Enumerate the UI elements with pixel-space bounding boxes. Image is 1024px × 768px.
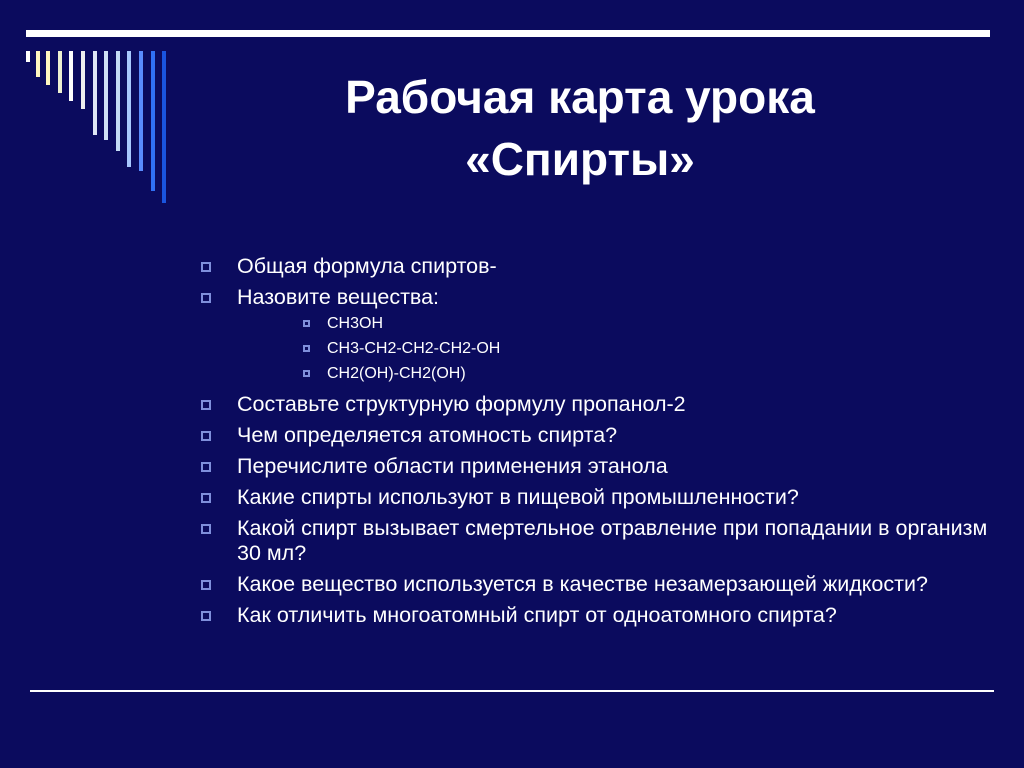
list-item xyxy=(200,285,990,310)
square-bullet-icon xyxy=(201,293,211,303)
square-bullet-icon xyxy=(201,431,211,441)
sub-list-item-text: CH3OH xyxy=(327,315,384,332)
square-bullet-icon xyxy=(201,262,211,272)
list-item-text: Какое вещество используется в качестве незамерзающей жидкости? xyxy=(237,572,928,596)
bottom-rule xyxy=(30,690,994,692)
list-item xyxy=(200,254,990,279)
list-item xyxy=(200,423,990,448)
stripe xyxy=(139,51,143,171)
square-bullet-icon xyxy=(201,462,211,472)
slide-title-line-1: Рабочая карта урока xyxy=(345,71,815,123)
stripe xyxy=(104,51,108,140)
list-item xyxy=(200,485,990,510)
bullet-list xyxy=(200,254,990,634)
square-bullet-icon xyxy=(201,524,211,534)
list-item-text: Назовите вещества: xyxy=(237,285,440,309)
sub-list-item-text: CH3-CH2-CH2-CH2-OH xyxy=(327,340,501,357)
stripe xyxy=(93,51,97,135)
stripe xyxy=(162,51,166,203)
sub-list xyxy=(200,313,990,384)
list-item-text: Чем определяется атомность спирта? xyxy=(237,423,618,447)
stripe xyxy=(127,51,131,167)
list-item-text: Общая формула спиртов- xyxy=(237,254,497,278)
sub-list-item xyxy=(200,313,990,334)
square-bullet-icon xyxy=(201,580,211,590)
list-item xyxy=(200,454,990,479)
list-item xyxy=(200,603,990,628)
stripe xyxy=(81,51,85,109)
small-square-bullet-icon xyxy=(303,345,310,352)
list-item-text: Какие спирты используют в пищевой промышленности? xyxy=(237,485,799,509)
stripe xyxy=(26,51,30,62)
list-item xyxy=(200,516,990,566)
sub-list-item xyxy=(200,338,990,359)
slide-title xyxy=(230,66,930,190)
list-item xyxy=(200,392,990,417)
top-rule xyxy=(26,30,990,37)
stripe xyxy=(151,51,155,191)
small-square-bullet-icon xyxy=(303,320,310,327)
list-item-text: Перечислите области применения этанола xyxy=(237,454,668,478)
square-bullet-icon xyxy=(201,400,211,410)
slide-title-line-2: «Спирты» xyxy=(465,133,695,185)
stripe xyxy=(36,51,40,77)
sub-list-item-text: CH2(OH)-CH2(OH) xyxy=(327,365,466,382)
square-bullet-icon xyxy=(201,611,211,621)
stripe xyxy=(46,51,50,85)
stripe xyxy=(116,51,120,151)
stripe xyxy=(58,51,62,93)
stripe xyxy=(69,51,73,101)
list-item-text: Какой спирт вызывает смертельное отравление при попадании в организм 30 мл? xyxy=(237,516,988,565)
square-bullet-icon xyxy=(201,493,211,503)
list-item xyxy=(200,572,990,597)
list-item-text: Составьте структурную формулу пропанол-2 xyxy=(237,392,686,416)
list-item-text: Как отличить многоатомный спирт от одноатомного спирта? xyxy=(237,603,837,627)
small-square-bullet-icon xyxy=(303,370,310,377)
sub-list-item xyxy=(200,363,990,384)
